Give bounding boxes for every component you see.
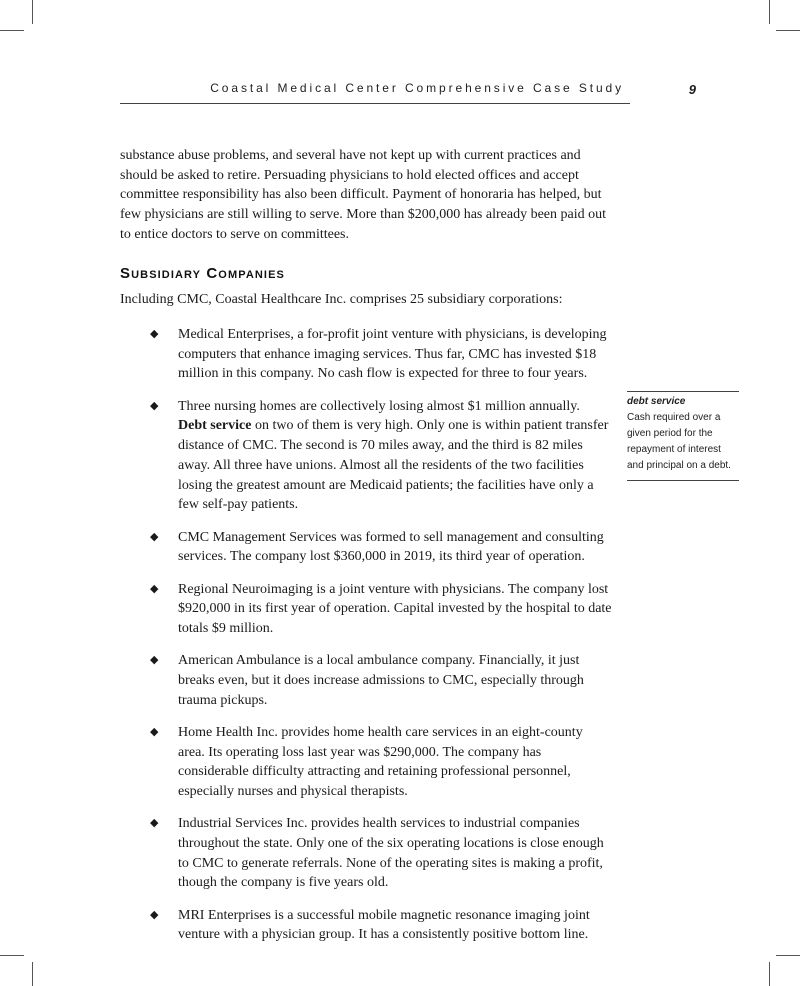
diamond-bullet-icon: ◆ <box>150 817 159 830</box>
section-heading: Subsidiary Companies <box>120 265 285 282</box>
sidebar-definition: Cash required over a given period for the repayment of interest and principal on a debt. <box>627 412 731 471</box>
crop-mark-right-bottom <box>776 955 800 956</box>
crop-mark-right-top <box>776 30 800 31</box>
diamond-bullet-icon: ◆ <box>150 582 159 595</box>
sidebar-term: debt service <box>627 396 686 407</box>
crop-mark-top-left <box>32 0 33 24</box>
diamond-bullet-icon: ◆ <box>150 654 159 667</box>
section-lead-paragraph: Including CMC, Coastal Healthcare Inc. comprises 25 subsidiary corporations: <box>120 292 563 307</box>
list-item-text-before: Three nursing homes are collectively losing almost $1 million annually. <box>178 398 580 414</box>
list-item <box>150 580 612 639</box>
sidebar-rule <box>627 391 739 392</box>
diamond-bullet-icon: ◆ <box>150 399 159 412</box>
header-rule <box>120 103 630 104</box>
list-item-text: Home Health Inc. provides home health care services in an eight-county area. Its operating loss last year was $290,000. The company has considerable difficulty attracting and retaining professional personnel, especially nurses and physical therapists. <box>178 724 583 800</box>
crop-mark-left-top <box>0 30 24 31</box>
running-head <box>120 81 720 99</box>
diamond-bullet-icon: ◆ <box>150 530 159 543</box>
intro-paragraph: substance abuse problems, and several have not kept up with current practices and should be asked to retire. Persuading physicians to hold elected offices and accept committee responsibility has also been difficult. Payment of honoraria has helped, but few physicians are still willing to serve. More than $200,000 has already been paid out to entice doctors to serve on committees. <box>120 148 606 242</box>
list-item-text-after: on two of them is very high. Only one is within patient transfer distance of CMC. The second is 70 miles away, and the third is 82 miles away. All three have unions. Almost all the residents of the two facilities losing the greatest amount are Medicaid patients; the facilities have only a few self-pay patients. <box>178 418 609 513</box>
diamond-bullet-icon: ◆ <box>150 725 159 738</box>
crop-mark-bottom-right <box>769 962 770 986</box>
running-title: Coastal Medical Center Comprehensive Case Study <box>210 81 624 95</box>
list-item <box>150 723 612 802</box>
crop-mark-top-right <box>769 0 770 24</box>
list-item-text: CMC Management Services was formed to sell management and consulting services. The company lost $360,000 in 2019, its third year of operation. <box>178 529 604 565</box>
list-item-text: Regional Neuroimaging is a joint venture with physicians. The company lost $920,000 in its first year of operation. Capital invested by the hospital to date totals $9 million. <box>178 581 612 636</box>
crop-mark-left-bottom <box>0 955 24 956</box>
subsidiary-list <box>150 325 612 958</box>
list-item-text: Medical Enterprises, a for-profit joint venture with physicians, is developing computers that enhance imaging services. Thus far, CMC has invested $18 million in this company. No cash flow is expected for three to four years. <box>178 327 607 382</box>
list-item <box>150 397 612 515</box>
glossary-sidebar <box>627 391 739 481</box>
diamond-bullet-icon: ◆ <box>150 328 159 340</box>
list-item <box>150 528 612 567</box>
list-item <box>150 814 612 893</box>
list-item-text: MRI Enterprises is a successful mobile magnetic resonance imaging joint venture with a physician group. It has a consistently positive bottom line. <box>178 907 590 943</box>
list-item-text: American Ambulance is a local ambulance company. Financially, it just breaks even, but it does increase admissions to CMC, especially through trauma pickups. <box>178 653 584 708</box>
crop-mark-bottom-left <box>32 962 33 986</box>
diamond-bullet-icon: ◆ <box>150 908 159 921</box>
list-item <box>150 651 612 710</box>
list-item <box>150 906 612 945</box>
page-number: 9 <box>688 82 696 97</box>
glossary-term-debt-service: Debt service <box>178 418 252 434</box>
list-item <box>150 325 612 384</box>
list-item-text: Industrial Services Inc. provides health services to industrial companies throughout the state. Only one of the six operating locations is close enough to CMC to generate referrals. None of the operating sites is making a profit, though the company is five years old. <box>178 816 604 891</box>
